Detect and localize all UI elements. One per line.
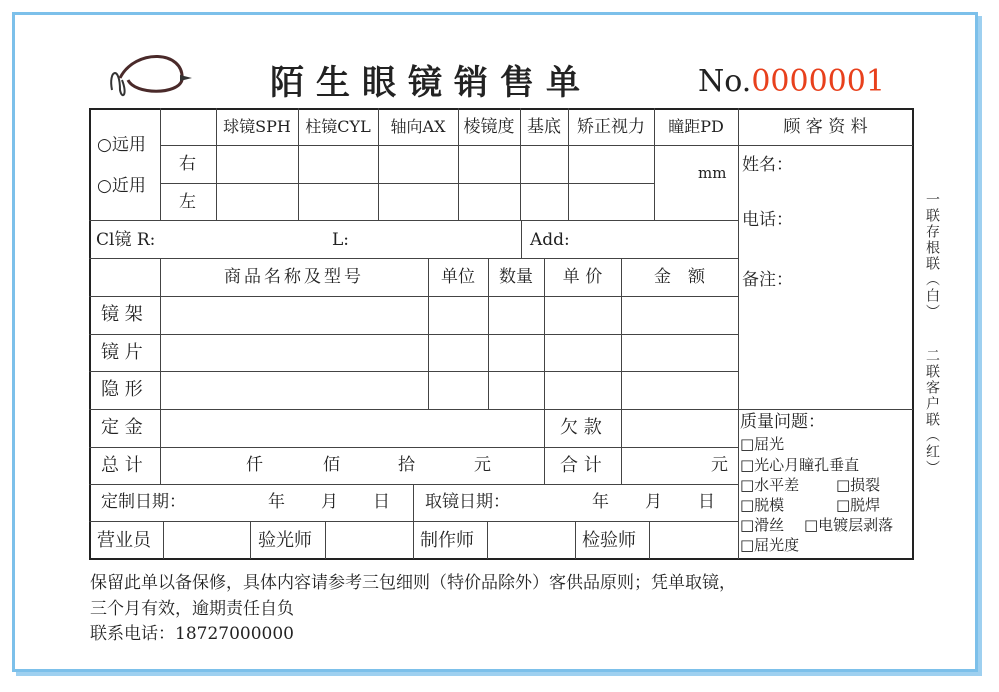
row-frame: 镜 架 [101, 304, 143, 325]
header-base: 基底 [527, 117, 561, 137]
form-number-value: 0000001 [751, 64, 885, 99]
grid-line [160, 183, 654, 184]
header-sph: 球镜SPH [223, 117, 291, 136]
staff-inspector: 检验师 [582, 530, 636, 551]
pickup-date-label: 取镜日期： [425, 492, 510, 512]
custom-date-label: 定制日期： [101, 492, 186, 512]
header-amount: 金 额 [654, 267, 705, 287]
row-contact: 隐 形 [101, 379, 143, 400]
left-eye-label: 左 [179, 192, 196, 212]
quality-check[interactable]: □脱焊 [836, 496, 881, 514]
grid-line [521, 220, 522, 258]
form-number: No.0000001 [698, 64, 885, 99]
footer-validity: 三个月有效，逾期责任自负 [90, 599, 294, 619]
header-ax: 轴向AX [390, 117, 446, 136]
grid-line [487, 521, 488, 559]
copy-label-customer: 二联客户联（红） [924, 348, 940, 476]
grid-line [649, 521, 650, 559]
grid-line [738, 409, 913, 410]
grid-line [250, 521, 251, 559]
unit-thousand: 仟 [246, 455, 263, 475]
footer-phone: 联系电话：18727000000 [90, 624, 294, 644]
grid-line [413, 521, 414, 559]
grid-line [160, 108, 161, 220]
grid-line [325, 521, 326, 559]
staff-sales: 营业员 [97, 530, 151, 551]
pickup-month: 月 [645, 492, 662, 512]
owed-label: 欠 款 [560, 417, 602, 438]
custom-day: 日 [373, 492, 390, 512]
quality-check[interactable]: □光心月瞳孔垂直 [740, 456, 860, 474]
grid-line [738, 145, 913, 146]
grid-line [89, 371, 738, 372]
quality-check[interactable]: □损裂 [836, 476, 881, 494]
right-eye-label: 右 [179, 154, 196, 174]
grid-line [163, 521, 164, 559]
far-use-radio[interactable]: ○远用 [97, 135, 146, 155]
quality-check[interactable]: □屈光度 [740, 536, 800, 554]
cl-r-label: Cl镜 R: [96, 230, 156, 250]
grid-line [575, 521, 576, 559]
header-prism: 棱镜度 [463, 117, 515, 137]
deposit-label: 定 金 [101, 417, 143, 438]
header-unit: 单位 [441, 267, 475, 287]
quality-check[interactable]: □电镀层剥落 [804, 516, 894, 534]
grid-line [621, 409, 622, 484]
copy-label-stub: 一联存根联（白） [924, 192, 940, 320]
unit-hundred: 佰 [323, 455, 340, 475]
customer-phone: 电话： [742, 210, 793, 230]
page-title: 陌生眼镜销售单 [270, 63, 592, 103]
near-use-radio[interactable]: ○近用 [97, 176, 146, 196]
quality-title: 质量问题： [740, 412, 825, 432]
grid-line [89, 409, 738, 410]
header-price: 单 价 [562, 267, 603, 287]
quality-check[interactable]: □滑丝 [740, 516, 785, 534]
sum-label: 合 计 [560, 455, 602, 476]
pickup-day: 日 [698, 492, 715, 512]
custom-month: 月 [321, 492, 338, 512]
header-va: 矫正视力 [577, 117, 645, 137]
grid-line [544, 409, 545, 484]
grid-line [413, 484, 414, 521]
customer-name: 姓名： [742, 155, 793, 175]
footer-warranty: 保留此单以备保修，具体内容请参考三包细则（特价品除外）客供品原则；凭单取镜， [90, 573, 736, 593]
cl-l-label: L: [332, 230, 350, 250]
pd-unit: mm [698, 164, 727, 182]
quality-check[interactable]: □屈光 [740, 435, 785, 453]
grid-line [89, 220, 738, 221]
unit-yuan: 元 [474, 455, 491, 475]
staff-optometrist: 验光师 [258, 530, 312, 551]
sum-yuan: 元 [711, 455, 728, 475]
total-label: 总 计 [101, 455, 143, 476]
grid-line [160, 145, 738, 146]
add-label: Add: [530, 230, 570, 250]
custom-year: 年 [268, 492, 285, 512]
pickup-year: 年 [592, 492, 609, 512]
unit-ten: 拾 [398, 455, 415, 475]
customer-header: 顾 客 资 料 [783, 117, 868, 137]
customer-note: 备注： [742, 270, 793, 290]
grid-line [89, 296, 738, 297]
header-qty: 数量 [499, 267, 533, 287]
grid-line [89, 447, 738, 448]
quality-check[interactable]: □脱模 [740, 496, 785, 514]
grid-line [89, 258, 738, 259]
row-lens: 镜 片 [101, 342, 143, 363]
glasses-logo [100, 50, 210, 105]
header-product: 商品名称及型号 [224, 267, 364, 287]
grid-line [738, 108, 739, 559]
header-pd: 瞳距PD [668, 117, 724, 136]
header-cyl: 柱镜CYL [305, 117, 371, 136]
staff-maker: 制作师 [420, 530, 474, 551]
quality-check[interactable]: □水平差 [740, 476, 800, 494]
grid-line [160, 409, 161, 484]
grid-line [89, 334, 738, 335]
